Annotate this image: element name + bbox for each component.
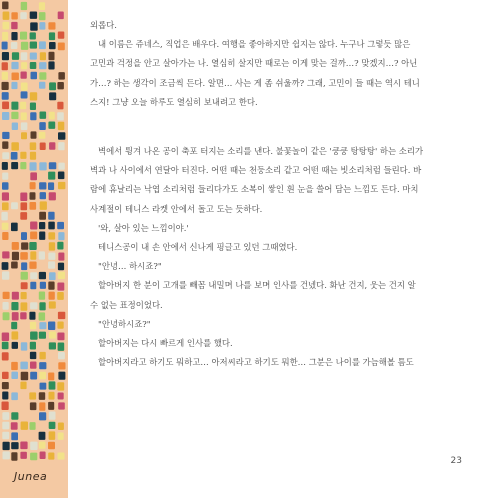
mosaic-tile [2, 232, 8, 240]
mosaic-tile [30, 22, 38, 30]
mosaic-tile [21, 262, 27, 270]
mosaic-tile [58, 232, 64, 240]
mosaic-tile [40, 52, 46, 60]
mosaic-tile [3, 442, 10, 450]
page-body [90, 16, 460, 372]
mosaic-tile [39, 22, 45, 30]
mosaic-tile [39, 272, 46, 279]
mosaic-tile [30, 172, 37, 180]
mosaic-tile [57, 242, 63, 250]
mosaic-tile [49, 272, 56, 280]
mosaic-tile [57, 292, 64, 300]
mosaic-tile [11, 422, 18, 430]
mosaic-tile [20, 362, 28, 370]
mosaic-tile [2, 62, 8, 70]
mosaic-tile [48, 402, 54, 410]
text-line: 할아버지라고 하기도 뭐하고… 아저씨라고 하기도 뭐한… 그분은 나이를 가늠해볼 틈도 [98, 357, 414, 368]
mosaic-tile [57, 222, 64, 229]
mosaic-tile [40, 112, 47, 119]
mosaic-tile [49, 52, 55, 60]
mosaic-tile [2, 432, 9, 440]
mosaic-tile [11, 432, 18, 440]
mosaic-tile [58, 372, 65, 380]
mosaic-tile [30, 302, 37, 309]
mosaic-tile [21, 2, 27, 10]
mosaic-tile [12, 292, 19, 300]
text-line: 내 이름은 쥬네스, 직업은 배우다. 여행을 좋아하지만 쉽지는 않다. 누구나 그렇듯 많은 [98, 39, 411, 50]
mosaic-tile [58, 172, 65, 180]
mosaic-tile [21, 132, 27, 139]
mosaic-tile [2, 2, 8, 10]
mosaic-tile [20, 442, 27, 450]
mosaic-tile [57, 333, 64, 341]
mosaic-tile [58, 272, 65, 279]
mosaic-tile [12, 331, 19, 339]
mosaic-tile [3, 22, 10, 30]
mosaic-tile [2, 112, 9, 120]
mosaic-tile [21, 52, 28, 60]
mosaic-tile [3, 292, 10, 299]
mosaic-tile [48, 222, 55, 230]
mosaic-tile [58, 12, 64, 20]
mosaic-tile [39, 41, 46, 49]
mosaic-tile [57, 283, 64, 291]
mosaic-tile [39, 392, 45, 400]
mosaic-tile [58, 453, 65, 460]
mosaic-tile [30, 272, 37, 279]
mosaic-tile [2, 223, 9, 230]
mosaic-tile [30, 53, 37, 60]
text-line: 람에 휴날리는 낙엽 소리처럼 들리다가도 소복이 쌓인 흰 눈을 쓸어 담는 느낌도 든다. 마치 [90, 184, 419, 195]
text-line: 벽과 나 사이에서 연달아 터진다. 어떤 때는 천둥소리 같고 어떤 때는 빗소리처럼 들린다. 바 [90, 165, 422, 176]
mosaic-tile [11, 102, 18, 110]
mosaic-tile [58, 433, 64, 440]
mosaic-tile [2, 52, 9, 60]
mosaic-tile [39, 82, 45, 89]
mosaic-tile [39, 292, 45, 300]
mosaic-tile [21, 282, 28, 289]
mosaic-tile [20, 152, 26, 159]
mosaic-tile [49, 242, 55, 250]
mosaic-tile [11, 12, 17, 19]
mosaic-tile [49, 292, 55, 300]
text-line: 수 없는 표정이었다. [90, 299, 163, 310]
mosaic-tile [39, 332, 46, 339]
mosaic-tile [29, 312, 35, 320]
mosaic-tile [49, 32, 55, 40]
mosaic-tile [11, 442, 18, 449]
mosaic-tile [48, 22, 55, 29]
mosaic-tile [39, 2, 45, 10]
text-line: 가…? 하는 생각이 조금씩 든다. 알면… 사는 게 좀 쉬울까? 그래, 고민이 들 때는 역시 테니 [90, 77, 420, 88]
mosaic-tile [48, 232, 55, 239]
text-line: "안녕하시죠?" [98, 318, 151, 329]
mosaic-tile [57, 322, 63, 329]
mosaic-tile [39, 212, 46, 220]
mosaic-tile [2, 392, 8, 400]
mosaic-tile [40, 352, 46, 360]
mosaic-tile [30, 251, 36, 259]
mosaic-tile [58, 362, 65, 369]
mosaic-tile [58, 312, 65, 319]
mosaic-tile [30, 232, 37, 240]
mosaic-tile [39, 432, 46, 440]
mosaic-tile [30, 32, 36, 39]
mosaic-tile [39, 362, 46, 369]
mosaic-tile [3, 302, 9, 310]
mosaic-tile [48, 122, 55, 129]
mosaic-tile [11, 262, 18, 269]
mosaic-tile [30, 352, 36, 359]
text-line: 테니스공이 내 손 안에서 신나게 핑글고 있던 그때였다. [98, 242, 298, 253]
paragraph-break [90, 112, 460, 142]
mosaic-tile [39, 122, 46, 130]
mosaic-tile [30, 142, 37, 150]
mosaic-tile [21, 91, 28, 98]
mosaic-tile [11, 202, 18, 209]
mosaic-tile [2, 173, 8, 180]
mosaic-tile [2, 412, 9, 420]
mosaic-tile [30, 12, 37, 19]
mosaic-tile [2, 141, 8, 149]
mosaic-tile [2, 102, 9, 110]
mosaic-tile [2, 42, 8, 50]
mosaic-tile [21, 342, 28, 350]
mosaic-tile [11, 152, 18, 160]
mosaic-tile [49, 342, 56, 349]
mosaic-tile [20, 452, 27, 459]
mosaic-tile [40, 201, 47, 210]
mosaic-tile [31, 131, 37, 138]
mosaic-tile [58, 263, 64, 271]
mosaic-tile [58, 132, 65, 140]
mosaic-tile [39, 442, 46, 449]
mosaic-tile [12, 242, 19, 250]
mosaic-tile [1, 212, 7, 220]
mosaic-tile [2, 202, 9, 210]
mosaic-tile [3, 312, 10, 320]
mosaic-tile [21, 122, 28, 130]
mosaic-tile [20, 312, 26, 319]
mosaic-tile [11, 22, 17, 29]
mosaic-tile [2, 82, 9, 90]
mosaic-tile [30, 332, 37, 340]
mosaic-tile [39, 251, 45, 259]
mosaic-tile [30, 112, 36, 120]
mosaic-tile [20, 12, 27, 19]
mosaic-tile [11, 162, 18, 169]
mosaic-tile [48, 212, 54, 220]
mosaic-tile [39, 222, 45, 229]
mosaic-tile [2, 162, 8, 170]
mosaic-tile [49, 392, 55, 400]
mosaic-tile [21, 112, 27, 120]
mosaic-tile [20, 32, 27, 40]
mosaic-tile [39, 182, 46, 189]
mosaic-tile [2, 342, 9, 349]
mosaic-tile [11, 372, 18, 379]
page-number: 23 [450, 456, 462, 466]
mosaic-tile [39, 312, 46, 320]
mosaic-tile [30, 222, 37, 230]
mosaic-tile [49, 112, 55, 120]
mosaic-tile [30, 342, 36, 350]
mosaic-tile [58, 402, 65, 409]
mosaic-tile [30, 322, 36, 329]
mosaic-tile [30, 402, 37, 410]
mosaic-tile [57, 112, 64, 120]
mosaic-tile [11, 362, 18, 370]
mosaic-tile [11, 302, 18, 310]
mosaic-tile [20, 382, 26, 390]
mosaic-tile [2, 382, 9, 389]
text-line: 외롭다. [90, 20, 117, 30]
mosaic-tile [58, 72, 65, 80]
text-line: 할아버지는 다시 빠르게 인사를 했다. [98, 338, 233, 349]
mosaic-tile [31, 72, 38, 80]
mosaic-tile [39, 372, 46, 379]
text-line: 할아버지 한 분이 고개를 빼꼼 내밀며 나를 보며 인사를 건넸다. 화난 건지, 웃는 건지 알 [98, 280, 416, 291]
mosaic-tile [39, 162, 46, 170]
mosaic-tile [39, 302, 45, 310]
mosaic-tile [29, 262, 36, 269]
mosaic-tile [12, 342, 18, 349]
text-line: 고민과 걱정을 안고 살아가는 나. 열심히 살지만 때로는 이게 맞는 걸까…? 맞겠지…? 아닌 [90, 58, 418, 69]
mosaic-tile [58, 423, 64, 431]
mosaic-tile [11, 62, 18, 69]
text-line: 사계절이 테니스 라켓 안에서 돌고 도는 듯하다. [90, 203, 263, 214]
mosaic-tile [30, 453, 37, 461]
mosaic-tile [2, 152, 9, 159]
mosaic-tile [3, 12, 10, 20]
mosaic-tile [58, 352, 65, 359]
mosaic-tile [2, 251, 9, 258]
mosaic-tile [21, 242, 28, 249]
mosaic-tile [39, 62, 46, 69]
mosaic-tile [11, 392, 18, 400]
mosaic-tile [58, 122, 64, 130]
mosaic-tile [39, 132, 46, 139]
mosaic-tile [30, 442, 37, 450]
mosaic-tile [48, 182, 54, 190]
mosaic-tile [2, 192, 9, 200]
mosaic-tile [39, 412, 46, 420]
mosaic-tile [2, 352, 9, 360]
mosaic-tile [58, 32, 65, 39]
mosaic-tile [57, 82, 64, 89]
mosaic-tile [2, 402, 9, 411]
mosaic-tile [48, 322, 55, 331]
mosaic-tile [29, 392, 36, 399]
mosaic-tile [2, 422, 9, 430]
mosaic-tile [30, 182, 36, 189]
mosaic-tile [30, 202, 37, 210]
mosaic-tile [20, 193, 27, 202]
mosaic-tile [11, 32, 17, 40]
mosaic-tile [49, 92, 56, 100]
mosaic-tile [2, 372, 9, 379]
mosaic-tile [58, 253, 64, 261]
mosaic-tile [20, 102, 26, 109]
mosaic-tile [11, 112, 18, 119]
mosaic-tile [20, 212, 27, 220]
mosaic-tile [30, 152, 36, 160]
mosaic-tile [11, 42, 18, 49]
artist-signature: Junea [14, 470, 48, 483]
mosaic-tile [48, 373, 54, 381]
text-line: "안녕… 하시죠?" [98, 261, 162, 272]
mosaic-tile [21, 372, 29, 380]
mosaic-tile [58, 182, 65, 189]
mosaic-tile [11, 322, 17, 329]
mosaic-tile [40, 143, 46, 151]
mosaic-tile [49, 82, 56, 90]
mosaic-tile [21, 302, 28, 310]
mosaic-tile [49, 331, 56, 338]
mosaic-pattern [0, 0, 68, 498]
mosaic-tile [40, 452, 46, 460]
text-line: '와, 살아 있는 느낌이야.' [98, 222, 189, 233]
mosaic-tile [21, 72, 27, 79]
mosaic-tile [48, 453, 54, 460]
mosaic-tile [30, 62, 37, 69]
mosaic-tile [49, 301, 56, 308]
mosaic-tile [2, 333, 9, 342]
mosaic-tile [30, 372, 37, 380]
mosaic-tile [48, 282, 54, 290]
mosaic-tile [49, 142, 55, 150]
mosaic-tile [48, 261, 55, 268]
mosaic-tile [49, 412, 56, 420]
mosaic-tile [39, 72, 46, 79]
mosaic-tile [12, 252, 19, 260]
mosaic-tile [21, 272, 28, 280]
mosaic-tile [21, 62, 27, 69]
mosaic-tile [39, 402, 45, 410]
mosaic-tile [39, 12, 46, 20]
mosaic-tile [2, 182, 9, 189]
mosaic-tile [11, 82, 17, 89]
mosaic-tile [12, 52, 19, 60]
mosaic-tile [30, 92, 37, 100]
mosaic-tile [48, 253, 55, 260]
mosaic-tile [49, 381, 56, 389]
mosaic-tile [11, 223, 18, 232]
mosaic-tile [11, 412, 18, 419]
mosaic-tile [58, 142, 64, 150]
mosaic-tile [21, 42, 28, 50]
text-line: 스지! 그냥 오늘 하루도 열심히 보내려고 한다. [90, 96, 258, 107]
mosaic-tile [40, 282, 46, 289]
mosaic-tile [49, 162, 57, 169]
text-line: 벽에서 튕겨 나온 공이 축포 터지는 소리를 낸다. 불꽃놀이 같은 '쿵쿵 탕탕탕' 하는 소리가 [98, 146, 424, 157]
mosaic-tile [57, 102, 63, 110]
mosaic-tile [30, 103, 36, 111]
mosaic-tile [21, 202, 28, 210]
mosaic-tile [12, 312, 19, 320]
mosaic-tile [30, 282, 36, 290]
mosaic-tile [48, 61, 54, 69]
mosaic-tile [21, 83, 28, 91]
mosaic-tile [49, 431, 56, 440]
mosaic-tile [2, 72, 8, 80]
mosaic-tile [2, 132, 9, 139]
mosaic-tile [58, 343, 65, 351]
mosaic-tile [30, 42, 37, 49]
mosaic-tile [20, 252, 28, 260]
mosaic-tile [58, 43, 65, 51]
mosaic-tile [20, 162, 26, 169]
mosaic-tile [2, 92, 9, 100]
mosaic-tile [12, 73, 19, 81]
mosaic-tile [30, 192, 36, 200]
mosaic-tile [57, 382, 64, 390]
mosaic-tile [21, 292, 27, 299]
mosaic-tile [11, 142, 19, 150]
mosaic-tile [40, 383, 47, 390]
mosaic-tile [30, 422, 36, 430]
mosaic-tile [49, 192, 56, 200]
mosaic-tile [39, 232, 45, 240]
mosaic-tile [2, 32, 8, 41]
mosaic-tile [30, 162, 37, 170]
mosaic-tile [30, 362, 37, 369]
mosaic-tile [11, 452, 17, 460]
mosaic-tile [21, 232, 27, 240]
mosaic-tile [48, 442, 55, 450]
mosaic-tile [49, 422, 56, 429]
mosaic-tile [40, 192, 46, 199]
mosaic-tile [49, 42, 56, 49]
mosaic-tile [2, 271, 9, 279]
mosaic-tile [58, 163, 64, 170]
mosaic-tile [29, 242, 36, 250]
mosaic-tile [39, 322, 46, 329]
mosaic-tile [12, 123, 18, 131]
mosaic-tile [48, 172, 55, 180]
mosaic-tile [58, 393, 64, 400]
mosaic-tile [3, 451, 10, 459]
mosaic-tile [21, 422, 28, 430]
decorative-sidebar [0, 0, 68, 498]
mosaic-tile [2, 262, 9, 270]
